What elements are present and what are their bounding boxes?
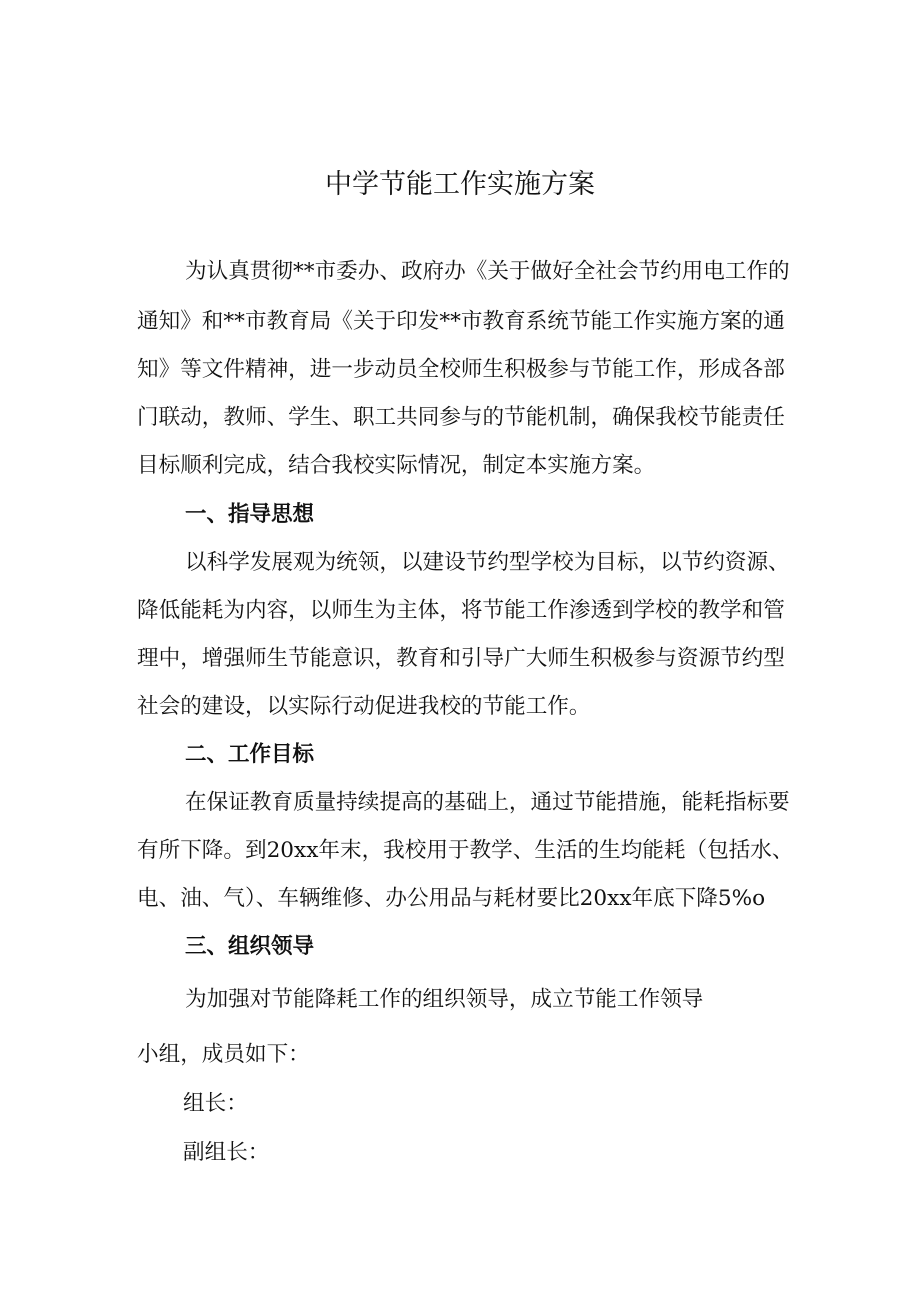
paragraph-line: 电、油、气）、车辆维修、办公用品与耗材要比20xx年底下降5%o bbox=[137, 886, 766, 911]
section-heading: 三、组织领导 bbox=[185, 934, 315, 959]
section-heading: 二、工作目标 bbox=[185, 742, 315, 767]
paragraph-line: 为认真贯彻**市委办、政府办《关于做好全社会节约用电工作的 bbox=[185, 259, 790, 284]
leader-label: 组长： bbox=[183, 1091, 248, 1116]
paragraph-line: 降低能耗为内容，以师生为主体，将节能工作渗透到学校的教学和管 bbox=[137, 598, 785, 623]
paragraph-line: 知》等文件精神，进一步动员全校师生积极参与节能工作，形成各部 bbox=[137, 357, 785, 382]
paragraph-line: 通知》和**市教育局《关于印发**市教育系统节能工作实施方案的通 bbox=[137, 309, 785, 334]
paragraph-line: 社会的建设，以实际行动促进我校的节能工作。 bbox=[137, 694, 591, 719]
paragraph-line: 为加强对节能降耗工作的组织领导，成立节能工作领导 bbox=[185, 987, 704, 1012]
paragraph-line: 以科学发展观为统领，以建设节约型学校为目标，以节约资源、 bbox=[185, 550, 790, 575]
paragraph-line: 小组，成员如下： bbox=[137, 1042, 310, 1067]
deputy-leader-label: 副组长： bbox=[183, 1140, 270, 1165]
paragraph-line: 理中，增强师生节能意识，教育和引导广大师生积极参与资源节约型 bbox=[137, 646, 785, 671]
paragraph-line: 门联动，教师、学生、职工共同参与的节能机制，确保我校节能责任 bbox=[137, 405, 785, 430]
paragraph-line: 目标顺利完成，结合我校实际情况，制定本实施方案。 bbox=[137, 453, 656, 478]
document-title: 中学节能工作实施方案 bbox=[325, 169, 595, 200]
section-heading: 一、指导思想 bbox=[185, 502, 315, 527]
paragraph-line: 有所下降。到20xx年末，我校用于教学、生活的生均能耗（包括水、 bbox=[137, 838, 794, 863]
paragraph-line: 在保证教育质量持续提高的基础上，通过节能措施，能耗指标要 bbox=[185, 790, 790, 815]
